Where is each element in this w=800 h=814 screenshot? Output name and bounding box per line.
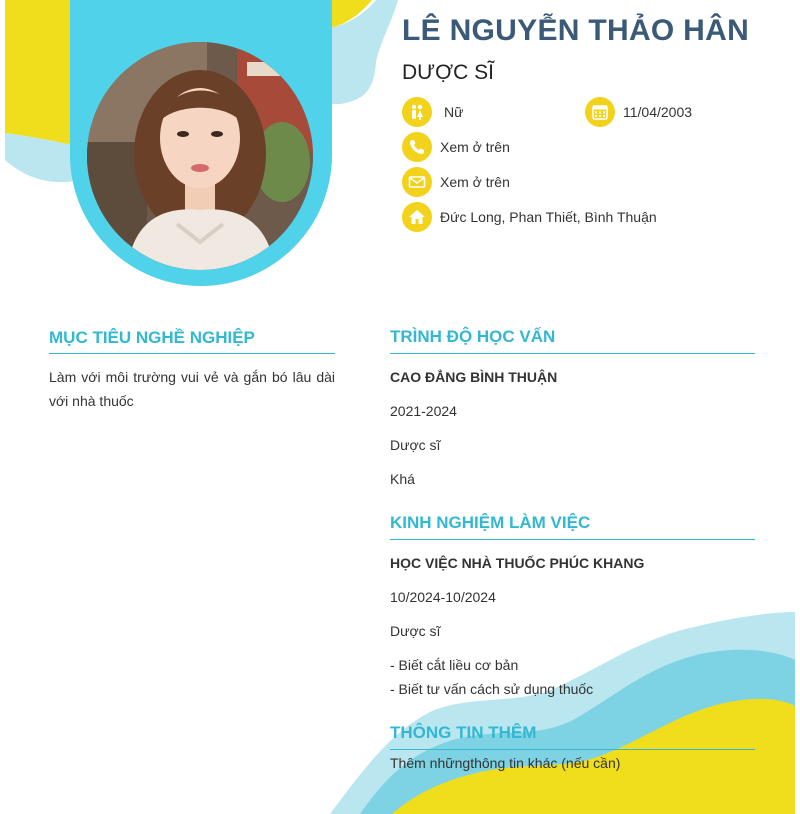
calendar-icon [585,97,615,127]
extra-divider [390,749,755,750]
objective-text: Làm với môi trường vui vẻ và gắn bó lâu dài với nhà thuốc [49,369,335,409]
candidate-name: LÊ NGUYỄN THẢO HÂN [402,14,750,47]
extra-text: Thêm nhữngthông tin khác (nếu cần) [390,755,621,771]
birthday-value: 11/04/2003 [623,104,693,120]
phone-row [402,132,510,162]
profile-photo [87,42,313,270]
education-period: 2021-2024 [390,403,457,419]
candidate-position: DƯỢC SĨ [402,61,494,84]
education-major: Dược sĩ [390,437,441,453]
address-row [402,202,657,232]
education-grade: Khá [390,471,415,487]
education-school: CAO ĐẲNG BÌNH THUẬN [390,369,558,385]
envelope-icon [402,167,432,197]
experience-role: Dược sĩ [390,623,441,639]
objective-divider [49,353,335,354]
phone-icon [402,132,432,162]
gender-row [402,97,463,127]
gender-icon [402,97,432,127]
email-row [402,167,510,197]
email-value: Xem ở trên [440,174,510,190]
extra-title: THÔNG TIN THÊM [390,723,537,742]
objective-title: MỤC TIÊU NGHỀ NGHIỆP [49,328,255,347]
experience-title: KINH NGHIỆM LÀM VIỆC [390,513,591,532]
phone-value: Xem ở trên [440,139,510,155]
gender-value: Nữ [444,104,464,120]
birthday-row [585,97,692,127]
experience-divider [390,539,755,540]
address-value: Đức Long, Phan Thiết, Bình Thuận [440,209,657,225]
experience-duty: - Biết tư vấn cách sử dụng thuốc [390,681,594,697]
experience-company: HỌC VIỆC NHÀ THUỐC PHÚC KHANG [390,555,645,571]
education-title: TRÌNH ĐỘ HỌC VẤN [390,327,556,346]
experience-duty: - Biết cắt liều cơ bản [390,657,519,673]
home-icon [402,202,432,232]
education-divider [390,353,755,354]
experience-period: 10/2024-10/2024 [390,589,496,605]
